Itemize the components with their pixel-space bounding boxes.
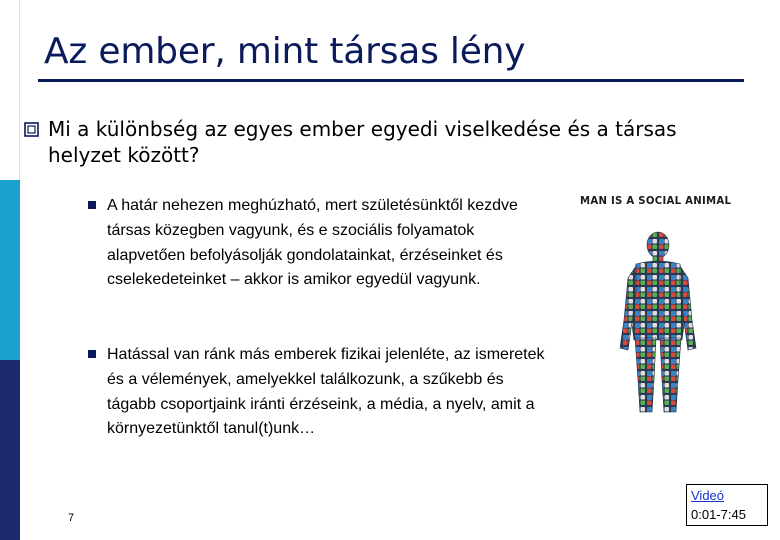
human-silhouette-icon <box>574 190 744 420</box>
sidebar-band-bottom <box>0 360 20 540</box>
video-link[interactable]: Videó <box>691 488 725 503</box>
sidebar-band-middle <box>0 180 20 360</box>
slide-title: Az ember, mint társas lény <box>44 31 526 72</box>
figure-caption: MAN IS A SOCIAL ANIMAL <box>580 194 732 207</box>
slide-sidebar <box>0 0 20 540</box>
video-time-range: 0:01-7:45 <box>691 507 746 522</box>
page-number: 7 <box>68 512 75 524</box>
main-question: Mi a különbség az egyes ember egyedi viselkedése és a társas helyzet között? <box>48 117 677 167</box>
hollow-square-bullet-icon <box>24 122 39 137</box>
filled-square-bullet-icon <box>88 201 96 209</box>
video-reference-box <box>686 484 768 526</box>
sidebar-band-top <box>0 0 20 180</box>
title-underline <box>38 79 744 82</box>
sub-bullet-text: Hatással van ránk más emberek fizikai jelenléte, az ismeretek és a vélemények, amelyekkel találkozunk, a szűkebb és tágabb csoportjaink iránti érzéseink, a média, a nyelv, amit a környezetünktől tanul(t)unk… <box>107 346 545 438</box>
social-animal-figure <box>574 190 744 420</box>
sub-bullet-text: A határ nehezen meghúzható, mert születésünktől kezdve társas közegben vagyunk, és e szociális folyamatok alapvetően befolyásolják gondolatainkat, érzéseinket és cselekedeteinket – akkor is amikor egyedül vagyunk. <box>107 197 518 289</box>
filled-square-bullet-icon <box>88 350 96 358</box>
